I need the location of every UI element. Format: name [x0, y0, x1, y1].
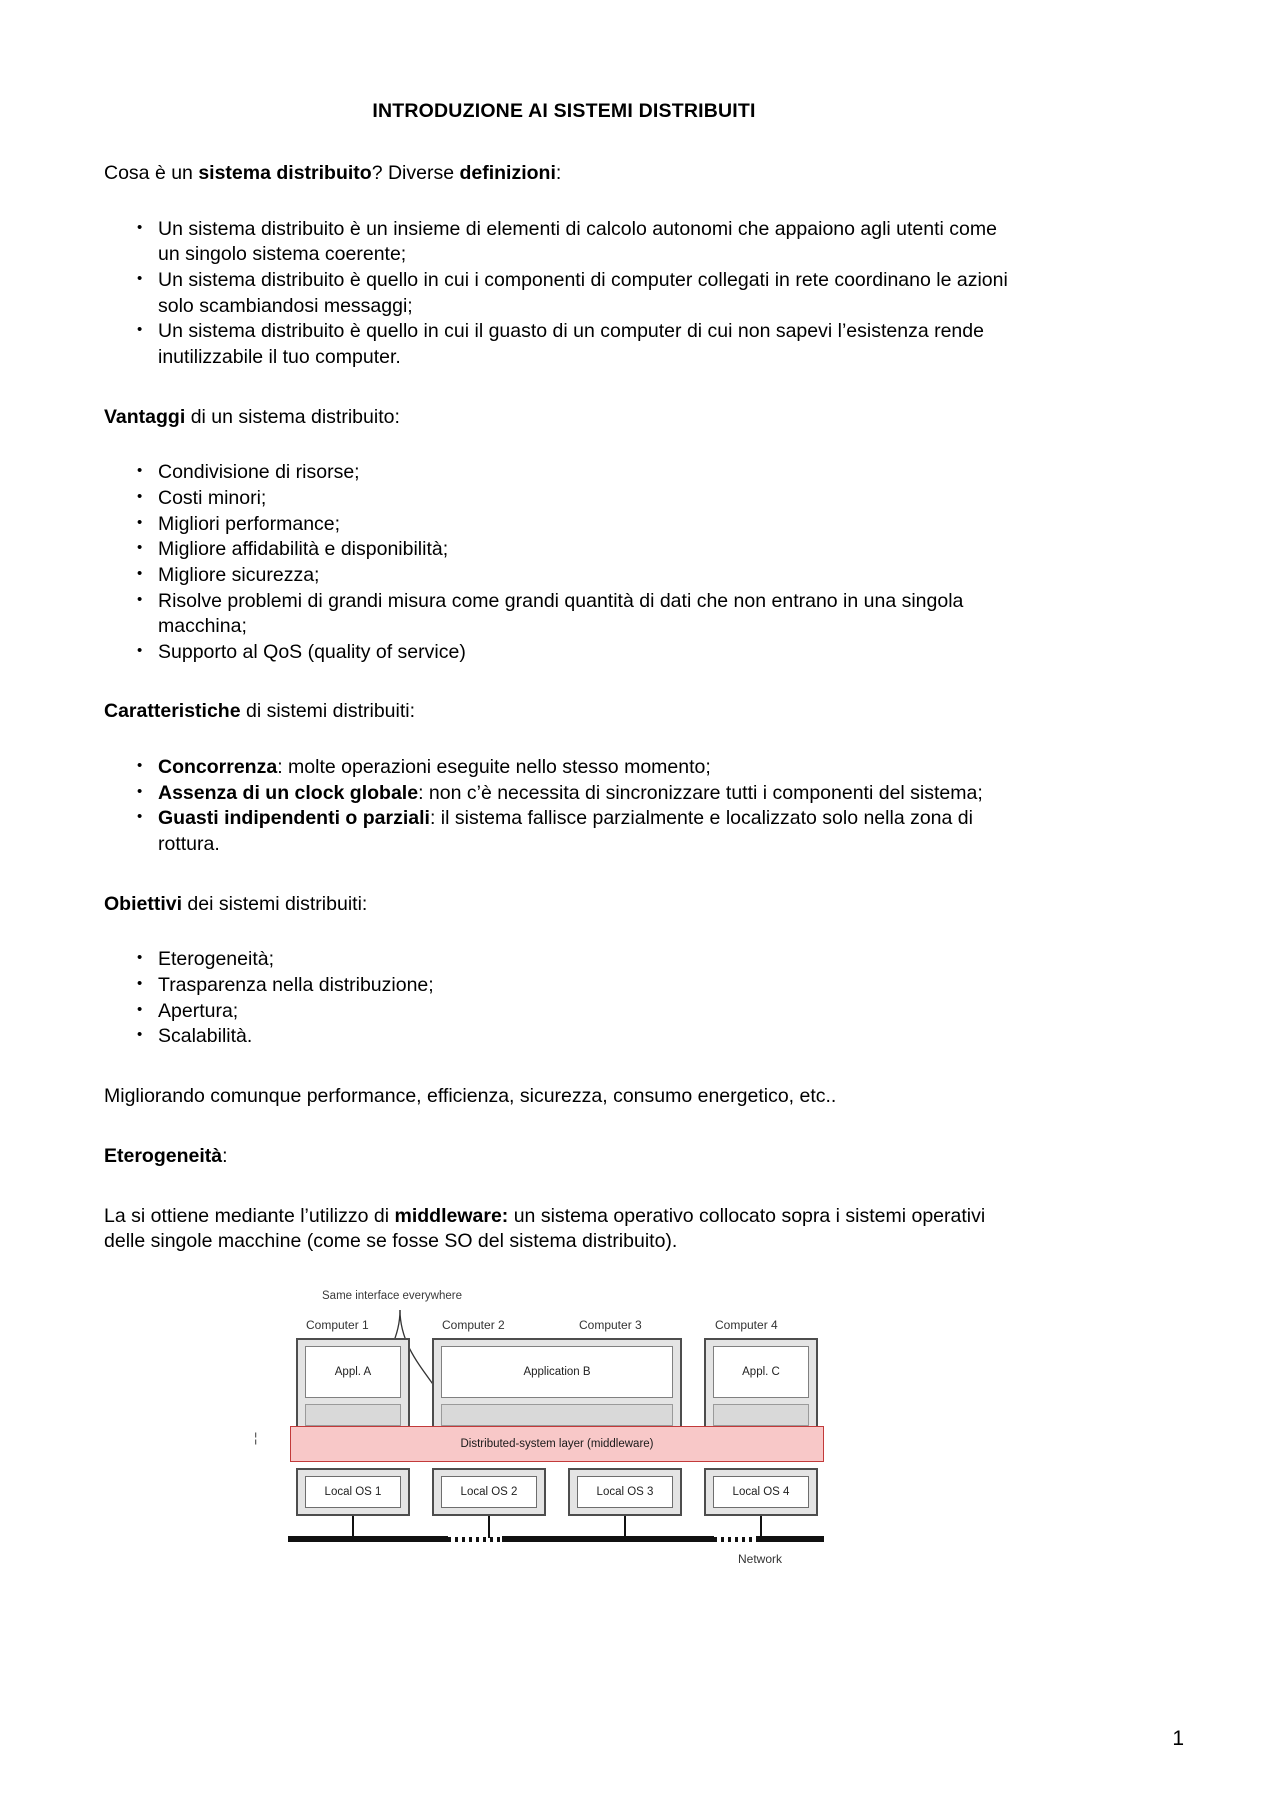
intro-prefix: Cosa è un: [104, 162, 199, 184]
list-item-term: Concorrenza: [158, 756, 278, 779]
diagram-app-strip: [441, 1404, 673, 1426]
diagram-network-bus: [756, 1536, 824, 1542]
intro-mid: ? Diverse: [371, 162, 460, 184]
list-item: [132, 755, 1024, 781]
diagram-network-bus-dashed: [714, 1537, 756, 1542]
spacer: [104, 1050, 1024, 1084]
list-item: • Migliore affidabilità e disponibilità;: [132, 537, 1024, 563]
middleware-architecture-diagram: [250, 1290, 890, 1590]
diagram-network-bus-dashed: [448, 1537, 502, 1542]
diagram-network-bus: [288, 1536, 448, 1542]
caratteristiche-list: [104, 755, 1024, 858]
list-item: • Trasparenza nella distribuzione;: [132, 973, 1024, 999]
list-item-term: Assenza di un clock globale: [158, 781, 419, 804]
diagram-network-stem: [488, 1516, 490, 1538]
list-item: • Supporto al QoS (quality of service): [132, 640, 1024, 666]
intro-bold-sistema-distribuito: sistema distribuito: [198, 162, 372, 184]
diagram-computer-title: Computer 1: [306, 1318, 369, 1332]
spacer: [104, 858, 1024, 892]
diagram-same-interface-label: Same interface everywhere: [322, 1290, 462, 1302]
intro-bold-definizioni: definizioni: [459, 162, 556, 184]
list-item: • Un sistema distribuito è un insieme di elementi di calcolo autonomi che appaiono agli utenti come un singolo sistema coerente;: [132, 217, 1024, 268]
list-item-desc: : non c’è necessita di sincronizzare tutti i componenti del sistema;: [418, 781, 983, 804]
obiettivi-heading-rest: dei sistemi distribuiti:: [182, 892, 368, 915]
list-item: [132, 806, 1024, 857]
diagram-network-bus: [502, 1536, 714, 1542]
list-item: [132, 781, 1024, 807]
caratteristiche-heading-rest: di sistemi distribuiti:: [240, 700, 416, 723]
obiettivi-heading: [104, 892, 1024, 918]
diagram-os-box: Local OS 1: [305, 1476, 401, 1508]
obiettivi-heading-bold: Obiettivi: [104, 892, 183, 915]
diagram-app-box: Appl. C: [713, 1346, 809, 1398]
list-item: • Condivisione di risorse;: [132, 460, 1024, 486]
diagram-os-box: Local OS 3: [577, 1476, 673, 1508]
list-item: • Migliore sicurezza;: [132, 563, 1024, 589]
vantaggi-heading: [104, 405, 1024, 431]
eterogeneita-heading-bold: Eterogeneità: [104, 1144, 223, 1167]
document-content: [104, 100, 1024, 1255]
diagram-network-stem: [352, 1516, 354, 1538]
list-item: • Risolve problemi di grandi misura come grandi quantità di dati che non entrano in una singola macchina;: [132, 589, 1024, 640]
list-item: • Apertura;: [132, 999, 1024, 1025]
definitions-list: [104, 217, 1024, 371]
spacer: [104, 430, 1024, 460]
list-item: • Costi minori;: [132, 486, 1024, 512]
list-item: • Un sistema distribuito è quello in cui i componenti di computer collegati in rete coordinano le azioni solo scambiandosi messaggi;: [132, 268, 1024, 319]
eterogeneita-post: un sistema operativo collocato sopra i sistemi operativi delle singole macchine (come se fosse SO del sistema distribuito).: [104, 1204, 986, 1253]
list-item-term: Guasti indipendenti o parziali: [158, 807, 430, 830]
spacer: [104, 665, 1024, 699]
caratteristiche-heading-bold: Caratteristiche: [104, 700, 241, 723]
diagram-app-strip: [713, 1404, 809, 1426]
list-item: • Migliori performance;: [132, 512, 1024, 538]
obiettivi-list: [104, 947, 1024, 1050]
diagram-network-stem: [624, 1516, 626, 1538]
diagram-computer-title: Computer 2: [442, 1318, 505, 1332]
diagram-computer-title: Computer 3: [579, 1318, 642, 1332]
spacer: [104, 1110, 1024, 1144]
vantaggi-list: [104, 460, 1024, 665]
vantaggi-heading-bold: Vantaggi: [104, 405, 186, 428]
page-title: INTRODUZIONE AI SISTEMI DISTRIBUITI: [372, 100, 756, 122]
list-item: • Scalabilità.: [132, 1024, 1024, 1050]
diagram-middleware-layer: Distributed-system layer (middleware): [290, 1426, 824, 1462]
diagram-app-box: Appl. A: [305, 1346, 401, 1398]
vantaggi-heading-rest: di un sistema distribuito:: [185, 405, 400, 428]
eterogeneita-pre: La si ottiene mediante l’utilizzo di: [104, 1204, 395, 1227]
spacer: [104, 917, 1024, 947]
diagram-network-label: Network: [738, 1552, 783, 1566]
diagram-network-stem: [760, 1516, 762, 1538]
eterogeneita-bold-middleware: middleware:: [394, 1204, 509, 1227]
spacer: [104, 725, 1024, 755]
diagram-computer-title: Computer 4: [715, 1318, 778, 1332]
eterogeneita-paragraph: [104, 1204, 1024, 1255]
diagram-app-box: Application B: [441, 1346, 673, 1398]
list-item-desc: : molte operazioni eseguite nello stesso momento;: [277, 756, 711, 779]
diagram-left-tick: ¦: [254, 1430, 258, 1445]
caratteristiche-heading: [104, 699, 1024, 725]
spacer: [104, 371, 1024, 405]
list-item-desc: : il sistema fallisce parzialmente e localizzato solo nella zona di rottura.: [158, 807, 973, 856]
list-item: • Eterogeneità;: [132, 947, 1024, 973]
closing-note: Migliorando comunque performance, efficienza, sicurezza, consumo energetico, etc..: [104, 1085, 837, 1108]
page-number: 1: [1172, 1727, 1184, 1750]
diagram-os-box: Local OS 4: [713, 1476, 809, 1508]
spacer: [104, 1170, 1024, 1204]
intro-suffix: :: [555, 162, 562, 184]
eterogeneita-heading-rest: :: [222, 1144, 228, 1167]
diagram-os-box: Local OS 2: [441, 1476, 537, 1508]
intro-paragraph: [104, 161, 1024, 187]
spacer: [104, 187, 1024, 217]
list-item: • Un sistema distribuito è quello in cui il guasto di un computer di cui non sapevi l’esistenza rende inutilizzabile il tuo computer.: [132, 319, 1024, 370]
diagram-app-strip: [305, 1404, 401, 1426]
eterogeneita-heading: [104, 1144, 1024, 1170]
